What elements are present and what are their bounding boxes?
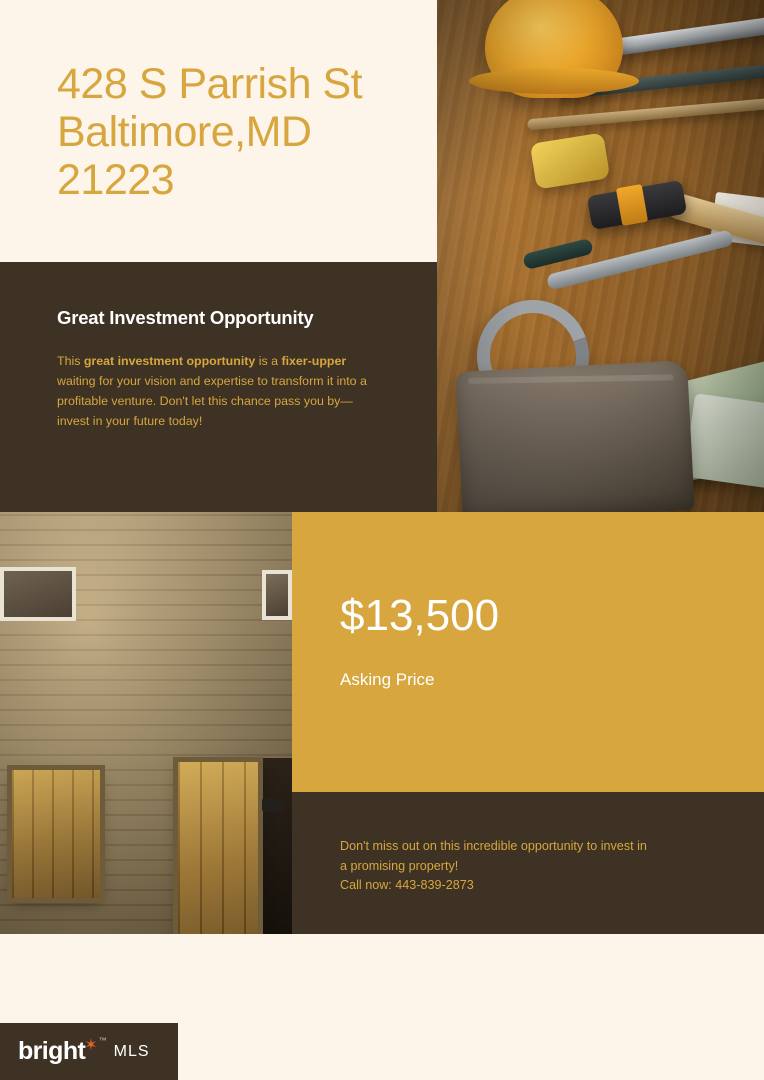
upper-window: [0, 567, 76, 621]
body-text-3: waiting for your vision and expertise to transform it into a profitable venture. Don't let this chance pass you by—invest in your future today!: [57, 374, 367, 429]
address-block: [0, 0, 437, 262]
upper-window-right: [262, 570, 292, 620]
logo-wordmark: bright: [18, 1037, 86, 1065]
body-bold-2: fixer-upper: [281, 354, 347, 368]
body-text-1: This: [57, 354, 84, 368]
logo-mls-text: MLS: [113, 1042, 150, 1060]
cta-line-1: Don't miss out on this incredible opportunity to invest in: [340, 839, 647, 853]
star-icon: ✶: [84, 1036, 98, 1054]
address-line-3: 21223: [57, 156, 175, 205]
photo-vignette: [437, 0, 764, 512]
body-text-2: is a: [255, 354, 282, 368]
asking-price-label: Asking Price: [340, 670, 435, 689]
cta-text: [340, 837, 734, 896]
asking-price-value: $13,500: [340, 591, 500, 640]
price-panel: [292, 512, 764, 792]
alley-shadow: [258, 758, 292, 934]
porch-lamp-icon: [262, 798, 284, 812]
workbench-scene: [437, 0, 764, 512]
boarded-window: [12, 770, 100, 898]
address-line-1: 428 S Parrish St: [57, 60, 363, 108]
description-heading: Great Investment Opportunity: [57, 307, 314, 328]
cta-line-2: a promising property!: [340, 858, 459, 873]
description-block: [0, 262, 437, 512]
tools-photo: [437, 0, 764, 512]
property-photo: [0, 512, 292, 934]
brightmls-logo: [0, 1023, 178, 1080]
trademark-icon: ™: [98, 1036, 107, 1045]
description-body: [57, 351, 380, 431]
cta-line-3: Call now: 443-839-2873: [340, 878, 474, 893]
call-to-action-panel: [292, 792, 764, 934]
page-title: [57, 60, 407, 204]
boarded-door: [178, 762, 258, 934]
address-line-2: Baltimore,MD: [57, 108, 312, 157]
body-bold-1: great investment opportunity: [83, 354, 256, 368]
